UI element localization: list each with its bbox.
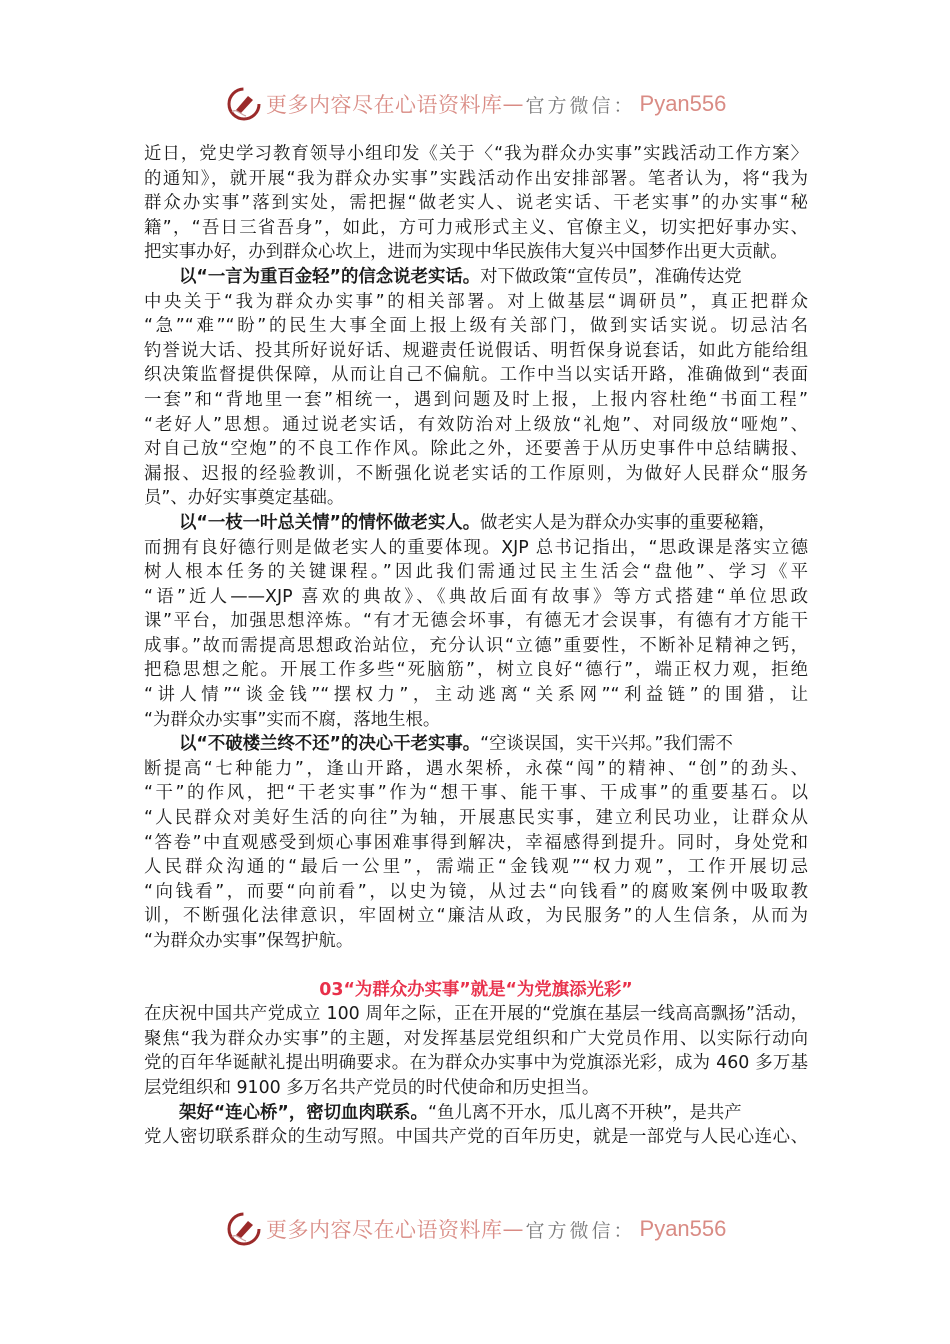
section1-paragraph-honest-work: [144, 732, 808, 953]
banner-wechat-label: 官方微信：: [525, 1219, 636, 1242]
paragraph-lead-bold: 以“一枝一叶总关情”的情怀做老实人。: [179, 512, 481, 533]
text-line: “答卷”中直观感受到烦心事困难事得到解决，幸福感得到提升。同时，身处党和: [144, 832, 808, 853]
text-line: 层党组织和 9100 多万名共产党员的时代使命和历史担当。: [144, 1077, 600, 1098]
text-line: 在庆祝中国共产党成立 100 周年之际，正在开展的“党旗在基层一线高高飘扬”活动，: [144, 1004, 808, 1025]
text-line: 漏报、迟报的经验教训，不断强化说老实话的工作原则，为做好人民群众“服务: [144, 463, 808, 484]
section1-paragraph-honest-person: [144, 511, 808, 732]
text-line: “为群众办实事”保驾护航。: [144, 931, 354, 951]
text-line: 聚焦“我为群众办实事”的主题，对发挥基层党组织和广大党员作用、以实际行动向: [144, 1028, 808, 1049]
banner-dash: —: [502, 92, 524, 116]
banner-wechat-id: Pyan556: [639, 91, 727, 116]
text-line: 把稳思想之舵。开展工作多些“死脑筋”，树立良好“德行”，端正权力观，拒绝: [144, 660, 808, 681]
section1-paragraph-speak-truth: [144, 265, 808, 511]
text-line: [144, 511, 808, 536]
text-line: 群众办实事”落到实处，需把握“做老实人、说老实话、干老实事”的办实事“秘: [144, 193, 808, 214]
footer-watermark-banner: [226, 1209, 726, 1249]
paragraph-text: “鱼儿离不开水，瓜儿离不开秧”，是共产: [427, 1102, 742, 1123]
paragraph-lead-bold: 以“一言为重百金轻”的信念说老实话。: [179, 266, 481, 287]
paragraph-lead-bold: 架好“连心桥”，密切血肉联系。: [179, 1102, 428, 1123]
text-line: 人民群众沟通的“最后一公里”，需端正“金钱观”“权力观”，工作开展切忌: [144, 857, 808, 878]
text-line: “向钱看”，而要“向前看”，以史为镜，从过去“向钱看”的腐败案例中吸取教: [144, 881, 808, 902]
text-line: 对自己放“空炮”的不良工作作风。除此之外，还要善于从历史事件中总结瞒报、: [144, 439, 808, 460]
banner-main-text: 更多内容尽在心语资料库: [266, 1218, 503, 1242]
paragraph-text: 做老实人是为群众办实事的重要秘籍，: [480, 512, 776, 533]
pen-nib-logo-icon: [226, 86, 262, 122]
section-heading: 03“为群众办实事”就是“为党旗添光彩”: [319, 979, 633, 1000]
text-line: 断提高“七种能力”，逢山开路，遇水架桥，永葆“闯”的精神、“创”的劲头、: [144, 758, 808, 779]
paragraph-lead-bold: 以“不破楼兰终不还”的决心干老实事。: [179, 734, 481, 755]
banner-wechat-id: Pyan556: [639, 1216, 727, 1241]
pen-nib-logo-icon: [226, 1211, 262, 1247]
text-line: 籍”，“吾日三省吾身”，如此，方可力戒形式主义、官僚主义，切实把好事办实、: [144, 217, 808, 238]
text-line: 树人根本任务的关键课程。”因此我们需通过民主生活会“盘他”、学习《平: [144, 562, 808, 583]
text-line: “讲人情”“谈金钱”“摆权力”，主动逃离“关系网”“利益链”的围猎，让: [144, 685, 808, 706]
banner-dash: —: [502, 1217, 524, 1241]
text-line: 钓誉说大话、投其所好说好话、规避责任说假话、明哲保身说套话，如此方能给组: [144, 340, 808, 361]
text-line: 党的百年华诞献礼提出明确要求。在为群众办实事中为党旗添光彩，成为 460 多万基: [144, 1053, 808, 1074]
text-line: 把实事办好，办到群众心坎上，进而为实现中华民族伟大复兴中国梦作出更大贡献。: [144, 242, 788, 263]
text-line: [144, 265, 808, 290]
text-line: 的通知》，就开展“我为群众办实事”实践活动作出安排部署。笔者认为，将“我为: [144, 168, 808, 189]
header-watermark-banner: [226, 84, 726, 124]
text-line: 一套”和“背地里一套”相统一，遇到问题及时上报，上报内容杜绝“书面工程”: [144, 389, 808, 410]
banner-main-text: 更多内容尽在心语资料库: [266, 93, 503, 117]
section2-paragraph-bridge: [144, 1101, 808, 1150]
text-line: “语”近人——XJP 喜欢的典故》、《典故后面有故事》等方式搭建“单位思政: [144, 586, 808, 607]
text-line: “干”的作风，把“干老实事”作为“想干事、能干事、干成事”的重要基石。以: [144, 783, 808, 804]
section1-intro-paragraph: [144, 142, 808, 265]
text-line: 织决策监督提供保障，从而让自己不偏航。工作中当以实话开路，准确做到“表面: [144, 365, 808, 386]
banner-wechat-label: 官方微信：: [525, 94, 636, 117]
text-line: “老好人”思想。通过说老实话，有效防治对上级放“礼炮”、对同级放“哑炮”、: [144, 414, 808, 435]
text-line: 成事。”故而需提高思想政治站位，充分认识“立德”重要性，不断补足精神之钙，: [144, 635, 808, 656]
text-line: 训，不断强化法律意识，牢固树立“廉洁从政，为民服务”的人生信条，从而为: [144, 906, 808, 927]
text-line: [144, 1101, 808, 1126]
text-line: “人民群众对美好生活的向往”为轴，开展惠民实事，建立利民功业，让群众从: [144, 808, 808, 829]
text-line: 员”、办好实事奠定基础。: [144, 488, 345, 509]
text-line: 课”平台，加强思想淬炼。“有才无德会坏事，有德无才会误事，有德有才方能干: [144, 611, 808, 632]
text-line: “急”“难”“盼”的民生大事全面上报上级有关部门，做到实话实说。切忌沽名: [144, 316, 808, 337]
text-line: 中央关于“我为群众办实事”的相关部署。对上做基层“调研员”，真正把群众: [144, 291, 808, 312]
text-line: 而拥有良好德行则是做老实人的重要体现。XJP 总书记指出，“思政课是落实立德: [144, 537, 808, 558]
text-line: 近日，党史学习教育领导小组印发《关于〈“我为群众办实事”实践活动工作方案〉: [144, 144, 808, 164]
paragraph-text: 对下做政策“宣传员”，准确传达党: [480, 266, 742, 287]
text-line: 党人密切联系群众的生动写照。中国共产党的百年历史，就是一部党与人民心连心、: [144, 1127, 808, 1148]
paragraph-text: “空谈误国，实干兴邦。”我们需不: [480, 734, 733, 755]
text-line: [144, 732, 808, 757]
section2-intro-paragraph: [144, 1002, 808, 1100]
text-line: “为群众办实事”实而不腐，落地生根。: [144, 709, 441, 730]
document-body: [144, 142, 808, 1150]
